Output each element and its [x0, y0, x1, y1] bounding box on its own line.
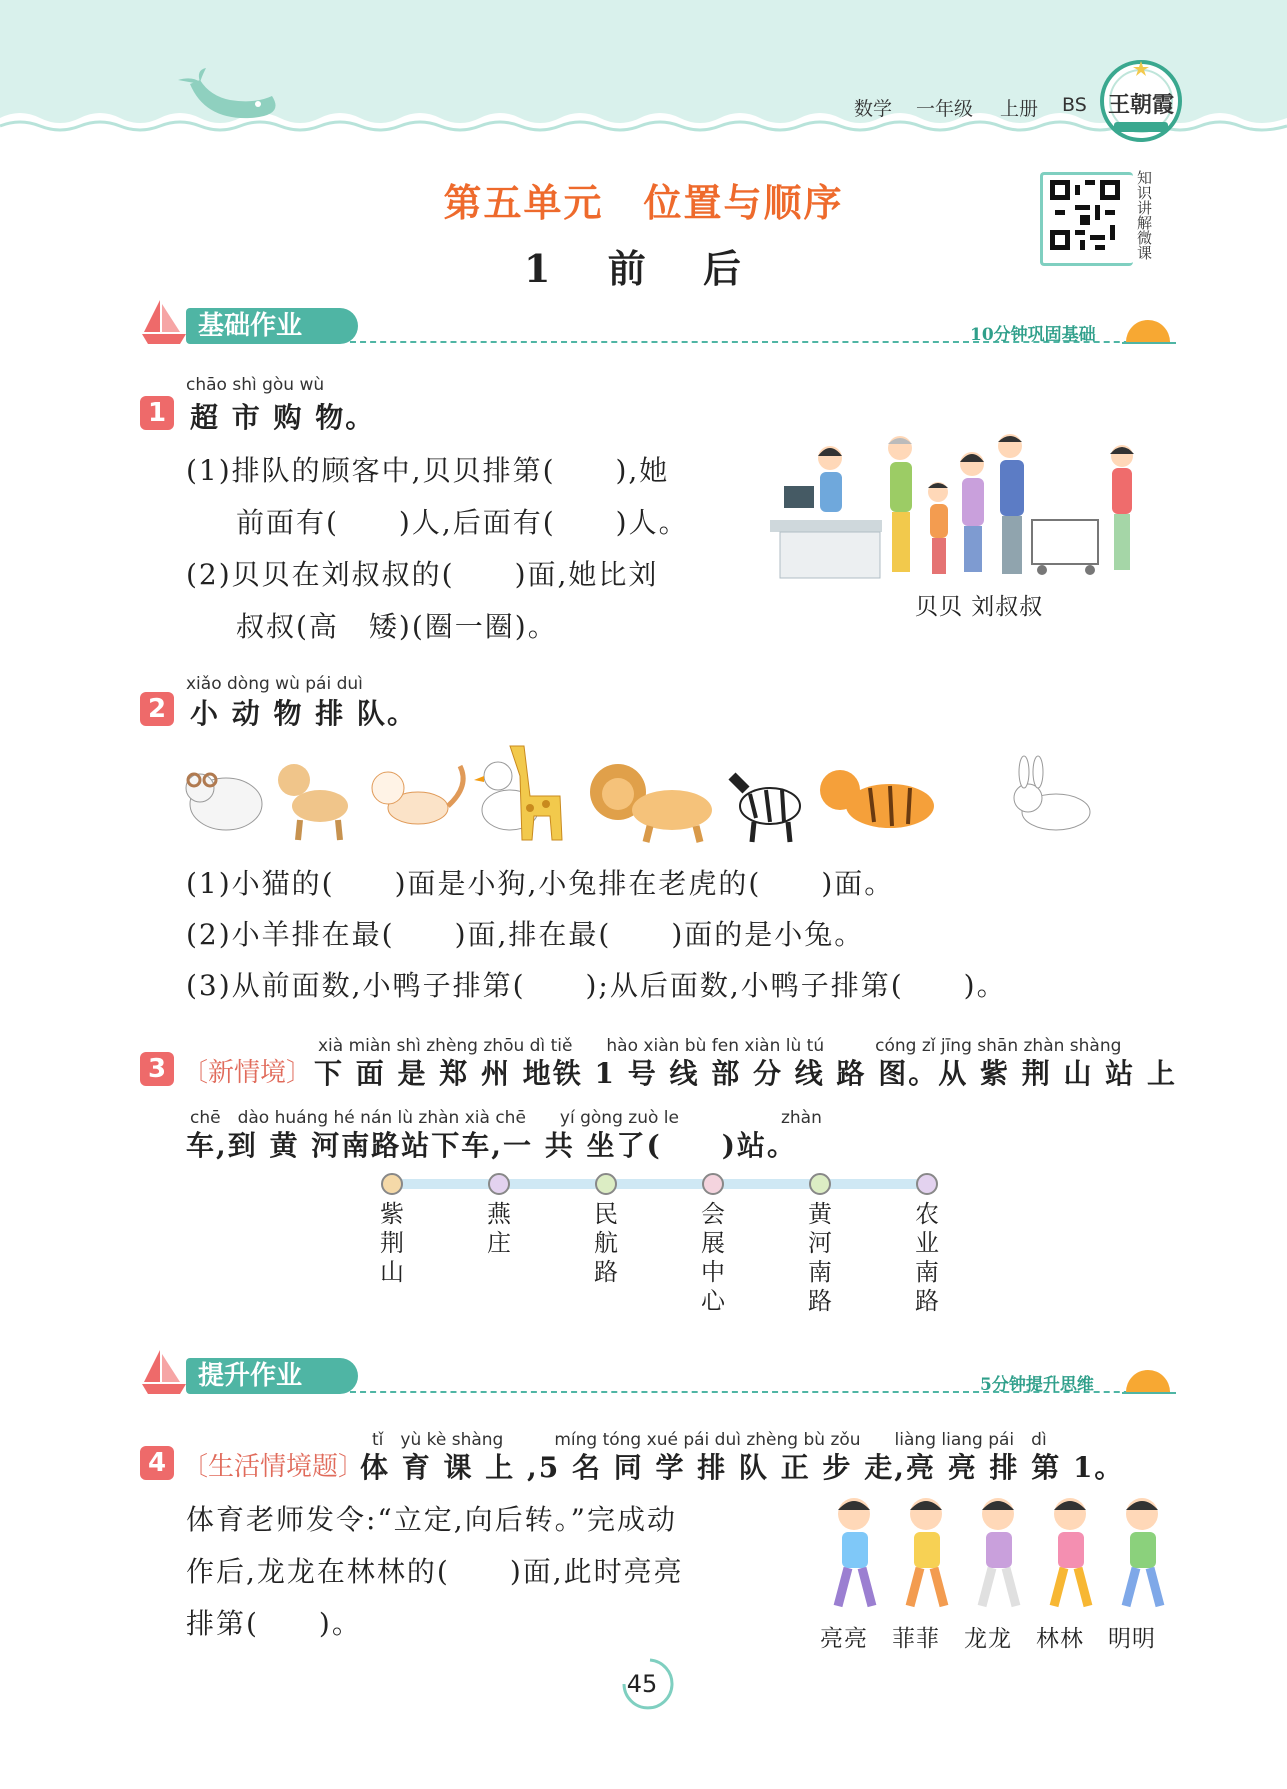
lesson-title: 1 前 后 [524, 246, 763, 291]
sunrise-icon [1122, 314, 1176, 344]
kid-name-label: 明明 [1108, 1626, 1156, 1652]
metro-station-dot [702, 1173, 724, 1195]
sailboat-icon [140, 1348, 188, 1396]
metro-station-dot [488, 1173, 510, 1195]
metro-station-name: 紫荆山 [380, 1200, 404, 1286]
q2-title: 小 动 物 排 队。 [190, 697, 417, 730]
q3-line: 车,到 黄 河南路站下车,一 共 坐了( )站。 [186, 1129, 797, 1162]
header-band [0, 0, 1287, 150]
q4-pinyin: tǐ yù kè shàng míng tóng xué pái duì zhèng bù zǒu liàng liang pái dì [372, 1430, 1047, 1450]
subject-label: 数学 [854, 98, 893, 120]
kid-name-label: 菲菲 [892, 1626, 940, 1652]
q1-caption: 贝贝 刘叔叔 [915, 594, 1044, 620]
q1-line: 叔叔(高 矮)(圈一圈)。 [236, 610, 558, 643]
metro-line-bar [390, 1179, 926, 1189]
sheep-icon [186, 774, 262, 830]
q1-line: (2)贝贝在刘叔叔的( )面,她比刘 [186, 558, 659, 591]
tiger-icon [820, 770, 934, 828]
q3-tag: 〔新情境〕 [182, 1058, 313, 1088]
brand-logo-text: 王朝霞 [1108, 92, 1175, 118]
metro-station-dot [595, 1173, 617, 1195]
metro-station-dot [809, 1173, 831, 1195]
sailboat-icon [140, 298, 188, 346]
edition-label: BS [1062, 94, 1087, 116]
metro-station-name: 燕庄 [487, 1200, 511, 1257]
q3-pinyin: chē dào huáng hé nán lù zhàn xià chē yí gòng zuò le zhàn [190, 1108, 822, 1128]
volume-label: 上册 [1000, 98, 1039, 120]
supermarket-queue-illustration [770, 428, 1170, 588]
q1-line: 前面有( )人,后面有( )人。 [236, 506, 689, 539]
sunrise-icon [1122, 1364, 1176, 1394]
q4-line: 体 育 课 上 ,5 名 同 学 排 队 正 步 走,亮 亮 排 第 1。 [360, 1451, 1125, 1484]
kid-name-label: 林林 [1036, 1626, 1084, 1652]
q4-line: 体育老师发令:“立定,向后转。”完成动 [186, 1503, 677, 1536]
q1-number: 1 [140, 396, 174, 430]
metro-station-name: 民航路 [594, 1200, 618, 1286]
rabbit-icon [1014, 756, 1090, 830]
section-tag-advanced: 提升作业 [186, 1358, 358, 1394]
q4-number: 4 [140, 1446, 174, 1480]
q2-line: (2)小羊排在最( )面,排在最( )面的是小兔。 [186, 918, 865, 951]
zebra-icon [732, 776, 800, 842]
q3-pinyin: xià miàn shì zhèng zhōu dì tiě hào xiàn bù fen xiàn lù tú cóng zǐ jīng shān zhàn shàng [318, 1036, 1122, 1056]
metro-station-dot [916, 1173, 938, 1195]
section-time-advanced: 5分钟提升思维 [980, 1375, 1094, 1395]
unit-title: 第五单元 位置与顺序 [443, 181, 844, 225]
q4-tag: 〔生活情境题〕 [182, 1452, 365, 1482]
q2-line: (1)小猫的( )面是小狗,小兔排在老虎的( )面。 [186, 867, 895, 900]
kid-name-label: 亮亮 [820, 1626, 868, 1652]
marching-kids-illustration [820, 1494, 1180, 1624]
metro-station-name: 黄河南路 [808, 1200, 832, 1315]
page-number: 45 [626, 1670, 658, 1698]
cat-icon [372, 766, 463, 824]
q2-pinyin: xiǎo dòng wù pái duì [186, 674, 363, 694]
metro-station-name: 会展中心 [701, 1200, 725, 1315]
q3-line: 下 面 是 郑 州 地铁 1 号 线 部 分 线 路 图。从 紫 荆 山 站 上 [314, 1057, 1177, 1090]
grade-label: 一年级 [916, 98, 974, 120]
animal-row-illustration [180, 736, 1145, 848]
qr-label: 知识讲解微课 [1135, 170, 1153, 260]
section-time-basic: 10分钟巩固基础 [970, 325, 1096, 345]
q1-title: 超 市 购 物。 [190, 401, 376, 434]
section-tag-basic: 基础作业 [186, 308, 358, 344]
dog-icon [278, 764, 348, 840]
q4-line: 作后,龙龙在林林的( )面,此时亮亮 [186, 1555, 684, 1588]
qr-code-icon[interactable] [1050, 180, 1120, 250]
q3-number: 3 [140, 1052, 174, 1086]
metro-station-dot [381, 1173, 403, 1195]
q4-line: 排第( )。 [186, 1607, 362, 1640]
q1-line: (1)排队的顾客中,贝贝排第( ),她 [186, 454, 670, 487]
kid-name-label: 龙龙 [964, 1626, 1012, 1652]
lion-icon [590, 764, 712, 842]
q2-line: (3)从前面数,小鸭子排第( );从后面数,小鸭子排第( )。 [186, 969, 1007, 1002]
metro-station-name: 农业南路 [915, 1200, 939, 1315]
q2-number: 2 [140, 692, 174, 726]
q1-pinyin: chāo shì gòu wù [186, 375, 325, 395]
